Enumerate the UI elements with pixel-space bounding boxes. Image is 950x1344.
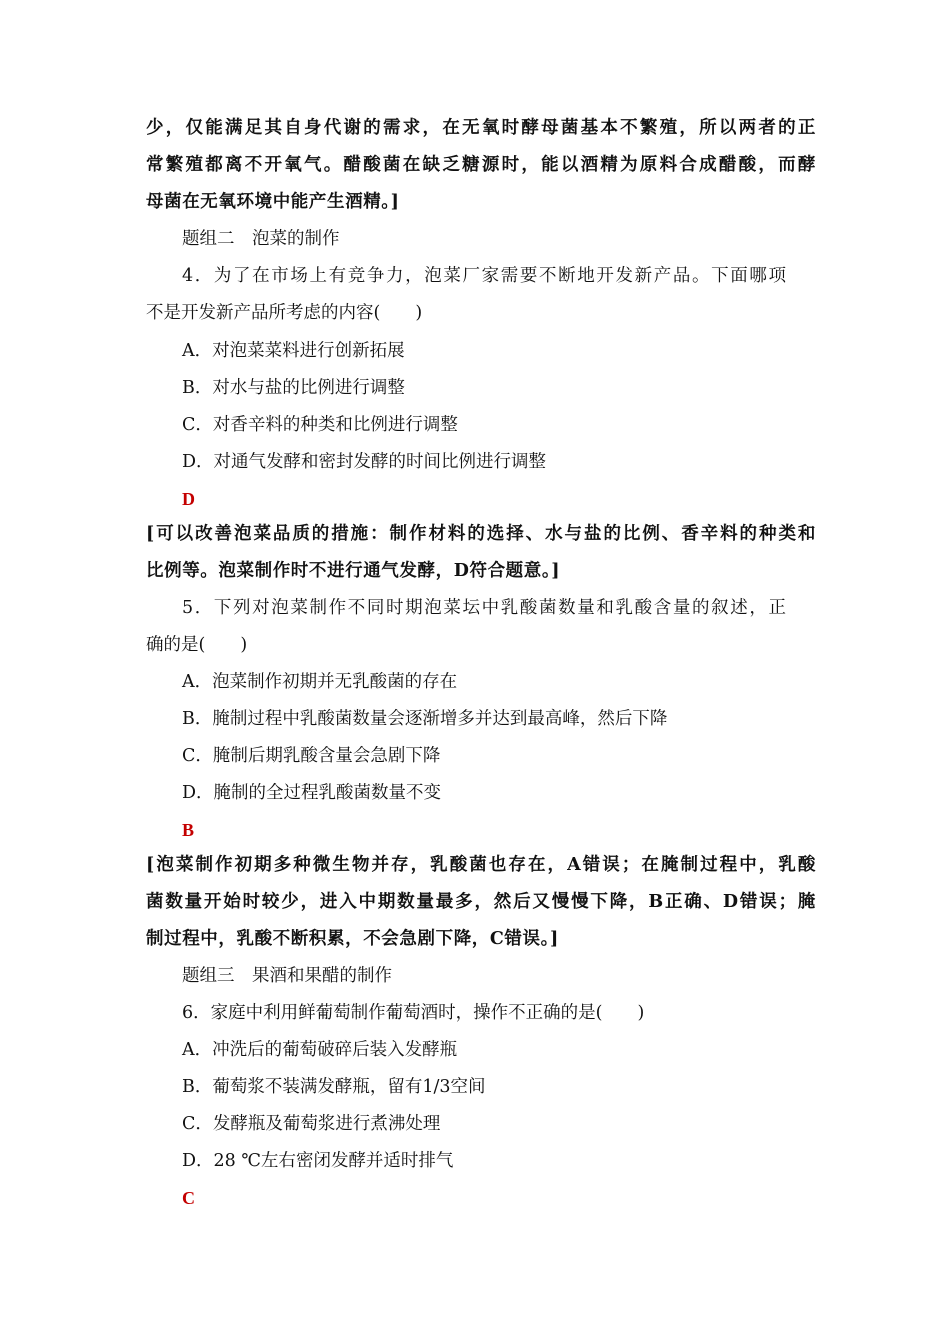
explanation-line: 比例等。泡菜制作时不进行通气发酵，D符合题意。] bbox=[146, 561, 561, 581]
explanation-line: [可以改善泡菜品质的措施：制作材料的选择、水与盐的比例、香辛料的种类和 bbox=[146, 524, 816, 544]
option-b: B．对水与盐的比例进行调整 bbox=[182, 378, 405, 398]
question-stem: 6．家庭中利用鲜葡萄制作葡萄酒时，操作不正确的是( ) bbox=[182, 1003, 645, 1023]
option-a: A．对泡菜菜料进行创新拓展 bbox=[182, 341, 405, 361]
answer-label: C bbox=[182, 1188, 195, 1208]
explanation-line: 常繁殖都离不开氧气。醋酸菌在缺乏糖源时，能以酒精为原料合成醋酸，而酵 bbox=[146, 155, 816, 175]
explanation-line: [泡菜制作初期多种微生物并存，乳酸菌也存在，A错误；在腌制过程中，乳酸 bbox=[146, 855, 816, 875]
question-stem: 不是开发新产品所考虑的内容( ) bbox=[146, 303, 423, 323]
answer-label: D bbox=[182, 489, 195, 509]
option-d: D．腌制的全过程乳酸菌数量不变 bbox=[182, 783, 442, 803]
option-c: C．对香辛料的种类和比例进行调整 bbox=[182, 415, 458, 435]
option-c: C．发酵瓶及葡萄浆进行煮沸处理 bbox=[182, 1114, 441, 1134]
question-stem: 5．下列对泡菜制作不同时期泡菜坛中乳酸菌数量和乳酸含量的叙述，正 bbox=[182, 598, 786, 618]
answer-label: B bbox=[182, 820, 195, 840]
explanation-line: 菌数量开始时较少，进入中期数量最多，然后又慢慢下降，B正确、D错误；腌 bbox=[146, 892, 816, 912]
option-a: A．冲洗后的葡萄破碎后装入发酵瓶 bbox=[182, 1040, 458, 1060]
option-a: A．泡菜制作初期并无乳酸菌的存在 bbox=[182, 672, 458, 692]
question-stem: 4．为了在市场上有竞争力，泡菜厂家需要不断地开发新产品。下面哪项 bbox=[182, 266, 786, 286]
section-heading: 题组三 果酒和果醋的制作 bbox=[182, 966, 392, 986]
option-b: B．腌制过程中乳酸菌数量会逐渐增多并达到最高峰，然后下降 bbox=[182, 709, 668, 729]
option-d: D．对通气发酵和密封发酵的时间比例进行调整 bbox=[182, 452, 547, 472]
question-stem: 确的是( ) bbox=[146, 635, 248, 655]
option-c: C．腌制后期乳酸含量会急剧下降 bbox=[182, 746, 441, 766]
explanation-line: 母菌在无氧环境中能产生酒精。] bbox=[146, 192, 400, 212]
explanation-line: 少，仅能满足其自身代谢的需求，在无氧时酵母菌基本不繁殖，所以两者的正 bbox=[146, 118, 816, 138]
explanation-line: 制过程中，乳酸不断积累，不会急剧下降，C错误。] bbox=[146, 929, 559, 949]
section-heading: 题组二 泡菜的制作 bbox=[182, 229, 340, 249]
option-b: B．葡萄浆不装满发酵瓶，留有1/3空间 bbox=[182, 1077, 486, 1097]
option-d: D．28 ℃左右密闭发酵并适时排气 bbox=[182, 1151, 454, 1171]
